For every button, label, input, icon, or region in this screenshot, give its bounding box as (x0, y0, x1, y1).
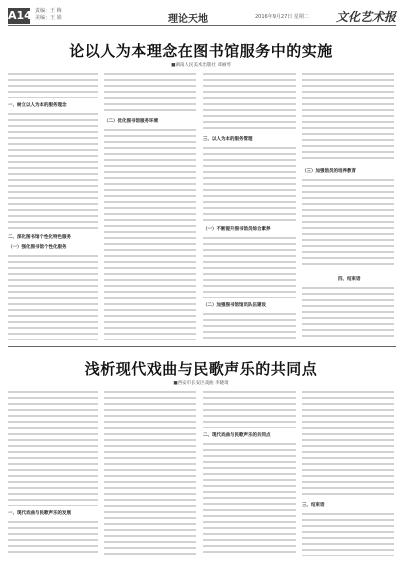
editor-line: 责编：王 梅 (35, 8, 62, 14)
page-header (8, 8, 396, 24)
subsection-heading: （一）不断提升图书馆员综合素养 (203, 227, 271, 232)
article-byline: ■西安市长安区戏曲 李晓琦 (173, 381, 229, 386)
text-lines (104, 388, 196, 556)
text-lines (8, 518, 98, 556)
text-lines (8, 70, 98, 98)
text-lines (302, 388, 394, 498)
article-column (302, 70, 394, 340)
subsection-heading: （二）优化图书馆服务环境 (104, 119, 158, 124)
text-lines (104, 126, 196, 340)
section-title: 理论天地 (168, 14, 208, 25)
section-heading: 四、结束语 (338, 277, 361, 282)
page-number: A14 (8, 9, 32, 22)
article-column (104, 388, 196, 556)
newspaper-logo: 文化艺术报 (335, 10, 396, 24)
text-lines (302, 176, 394, 268)
section-heading: 三、结束语 (302, 503, 325, 508)
article-column (203, 388, 296, 556)
text-lines (203, 234, 296, 298)
editor-info (35, 8, 62, 22)
text-lines (203, 440, 296, 556)
article-divider (8, 346, 396, 347)
designer-line: 美编：王 娟 (35, 15, 62, 21)
text-lines (302, 284, 394, 340)
text-lines (8, 388, 98, 506)
subsection-heading: （一）强化图书馆个性化服务 (8, 245, 67, 250)
subsection-heading: （三）加强馆员的培养教育 (302, 169, 356, 174)
section-heading: 二、深化图书馆个性化特色服务 (8, 235, 71, 240)
text-lines (203, 144, 296, 222)
article-column (8, 70, 98, 340)
section-heading: 二、现代戏曲与民歌声乐的共同点 (203, 433, 271, 438)
article-column (8, 388, 98, 556)
text-lines (302, 510, 394, 556)
text-lines (104, 70, 196, 114)
text-lines (203, 70, 296, 130)
text-lines (8, 110, 98, 230)
article-title: 浅析现代戏曲与民歌声乐的共同点 (84, 360, 318, 378)
text-lines (302, 70, 394, 162)
issue-date: 2016年9月27日 星期二 (255, 14, 309, 20)
article-column (104, 70, 196, 340)
section-heading: 一、树立以人为本的服务理念 (8, 103, 67, 108)
section-heading: 三、以人为本的服务管理 (203, 137, 253, 142)
section-heading: 一、现代戏曲与民歌声乐的发展 (8, 511, 71, 516)
subsection-heading: （二）加强图书馆馆员队伍建设 (203, 303, 266, 308)
article-column (302, 388, 394, 556)
header-rule (8, 25, 396, 26)
text-lines (203, 388, 296, 428)
article-byline: ■湖南人民美术出版社 邓丽琴 (171, 63, 231, 68)
article-column (203, 70, 296, 340)
text-lines (203, 310, 296, 340)
article-title: 论以人为本理念在图书馆服务中的实施 (69, 42, 333, 60)
text-lines (8, 252, 98, 340)
